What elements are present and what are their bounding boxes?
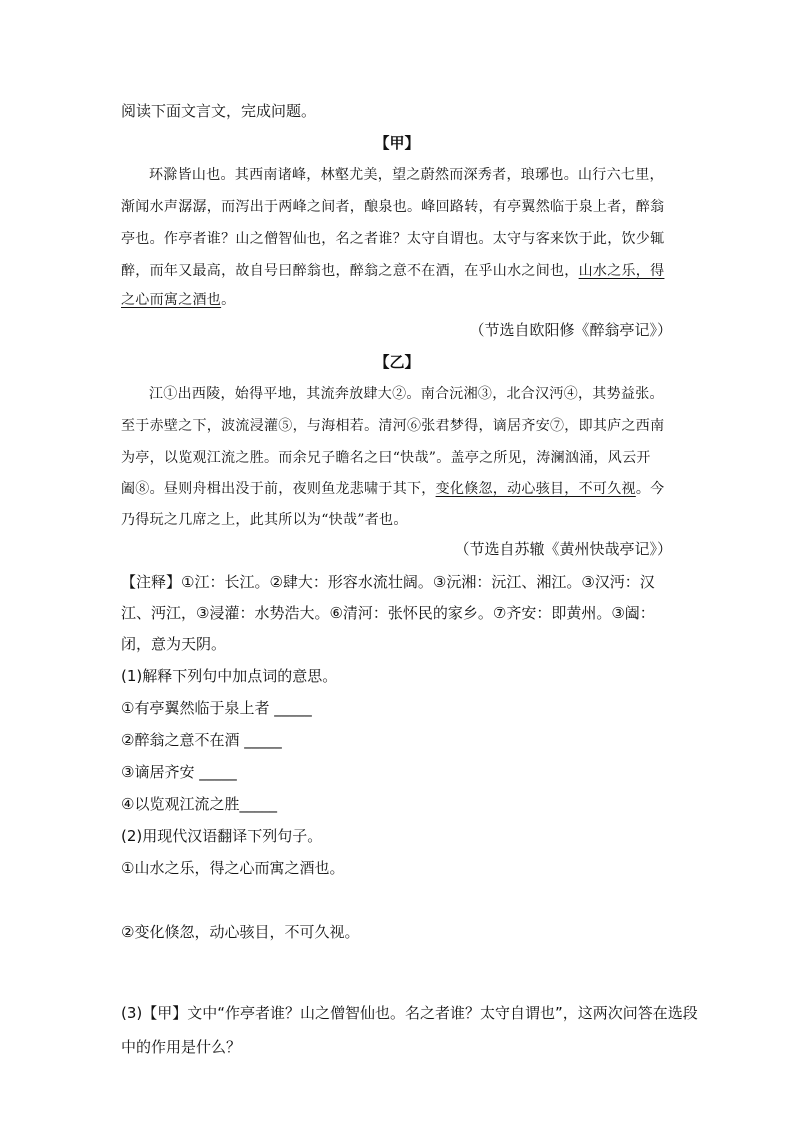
yi-line-4-tail: 。今	[635, 481, 665, 497]
notes-line-3: 闭，意为天阴。	[121, 635, 227, 653]
yi-line-3: 为亭，以览观江流之胜。而余兄子瞻名之曰“快哉”。盖亭之所见，涛澜汹涌，风云开	[121, 450, 651, 466]
yi-line-4-text: 阖⑧。昼则舟楫出没于前，夜则鱼龙悲啸于其下，	[121, 481, 436, 497]
yi-line-5: 乃得玩之几席之上，此其所以为“快哉”者也。	[121, 512, 408, 528]
jia-line-5	[121, 290, 673, 310]
jia-underlined-sentence-part2: 之心而寓之酒也	[121, 292, 222, 308]
jia-underlined-sentence-part1: 山水之乐，得	[578, 263, 665, 279]
yi-line-4	[121, 479, 673, 499]
question-1-item-3: ③谪居齐安 _____	[121, 763, 237, 781]
question-1-item-1: ①有亭翼然临于泉上者 _____	[121, 699, 312, 717]
jia-line-4	[121, 261, 673, 281]
question-3-line-1: (3)【甲】文中“作亭者谁？山之僧智仙也。名之者谁？太守自谓也”，这两次问答在选段	[121, 1004, 698, 1022]
jia-line-3: 亭也。作亭者谁？山之僧智仙也，名之者谁？太守自谓也。太守与客来饮于此，饮少辄	[121, 231, 665, 247]
intro-text: 阅读下面文言文，完成问题。	[121, 102, 317, 120]
question-2-title: (2)用现代汉语翻译下列句子。	[121, 827, 323, 845]
jia-line-1	[121, 165, 673, 185]
yi-line-2: 至于赤壁之下，波流浸灌⑤，与海相若。清河⑥张君梦得，谪居齐安⑦，即其庐之西南	[121, 418, 665, 434]
yi-line-1	[121, 384, 673, 404]
question-1-item-2: ②醉翁之意不在酒 _____	[121, 731, 282, 749]
jia-line-2: 渐闻水声潺潺，而泻出于两峰之间者，酿泉也。峰回路转，有亭翼然临于泉上者，醉翁	[121, 199, 665, 215]
notes-line-1: 【注释】①江：长江。②肆大：形容水流壮阔。③沅湘：沅江、湘江。③汉沔：汉	[121, 573, 655, 591]
jia-heading: 【甲】	[374, 134, 420, 152]
question-2-item-2: ②变化倏忽，动心骇目，不可久视。	[121, 923, 360, 941]
yi-underlined-sentence: 变化倏忽，动心骇目，不可久视	[435, 481, 636, 497]
yi-source: （节选自苏辙《黄州快哉亭记》）	[454, 540, 672, 558]
question-1-item-4: ④以览观江流之胜_____	[121, 795, 277, 813]
jia-source: （节选自欧阳修《醉翁亭记》）	[469, 321, 672, 339]
jia-line-4-text: 醉，而年又最高，故自号曰醉翁也，醉翁之意不在酒，在乎山水之间也，	[121, 263, 579, 279]
question-3-line-2: 中的作用是什么？	[121, 1038, 242, 1056]
jia-line-1-text: 环滁皆山也。其西南诸峰，林壑尤美，望之蔚然而深秀者，琅琊也。山行六七里，	[149, 167, 664, 183]
yi-line-1-text: 江①出西陵，始得平地，其流奔放肆大②。南合沅湘③，北合汉沔④，其势益张。	[149, 386, 664, 402]
question-1-title: (1)解释下列句中加点词的意思。	[121, 667, 338, 685]
yi-heading: 【乙】	[374, 353, 420, 371]
notes-line-2: 江、沔江，③浸灌：水势浩大。⑥清河：张怀民的家乡。⑦齐安：即黄州。③阖：	[121, 604, 655, 622]
jia-line-5-tail: 。	[221, 292, 236, 308]
question-2-item-1: ①山水之乐，得之心而寓之酒也。	[121, 859, 345, 877]
